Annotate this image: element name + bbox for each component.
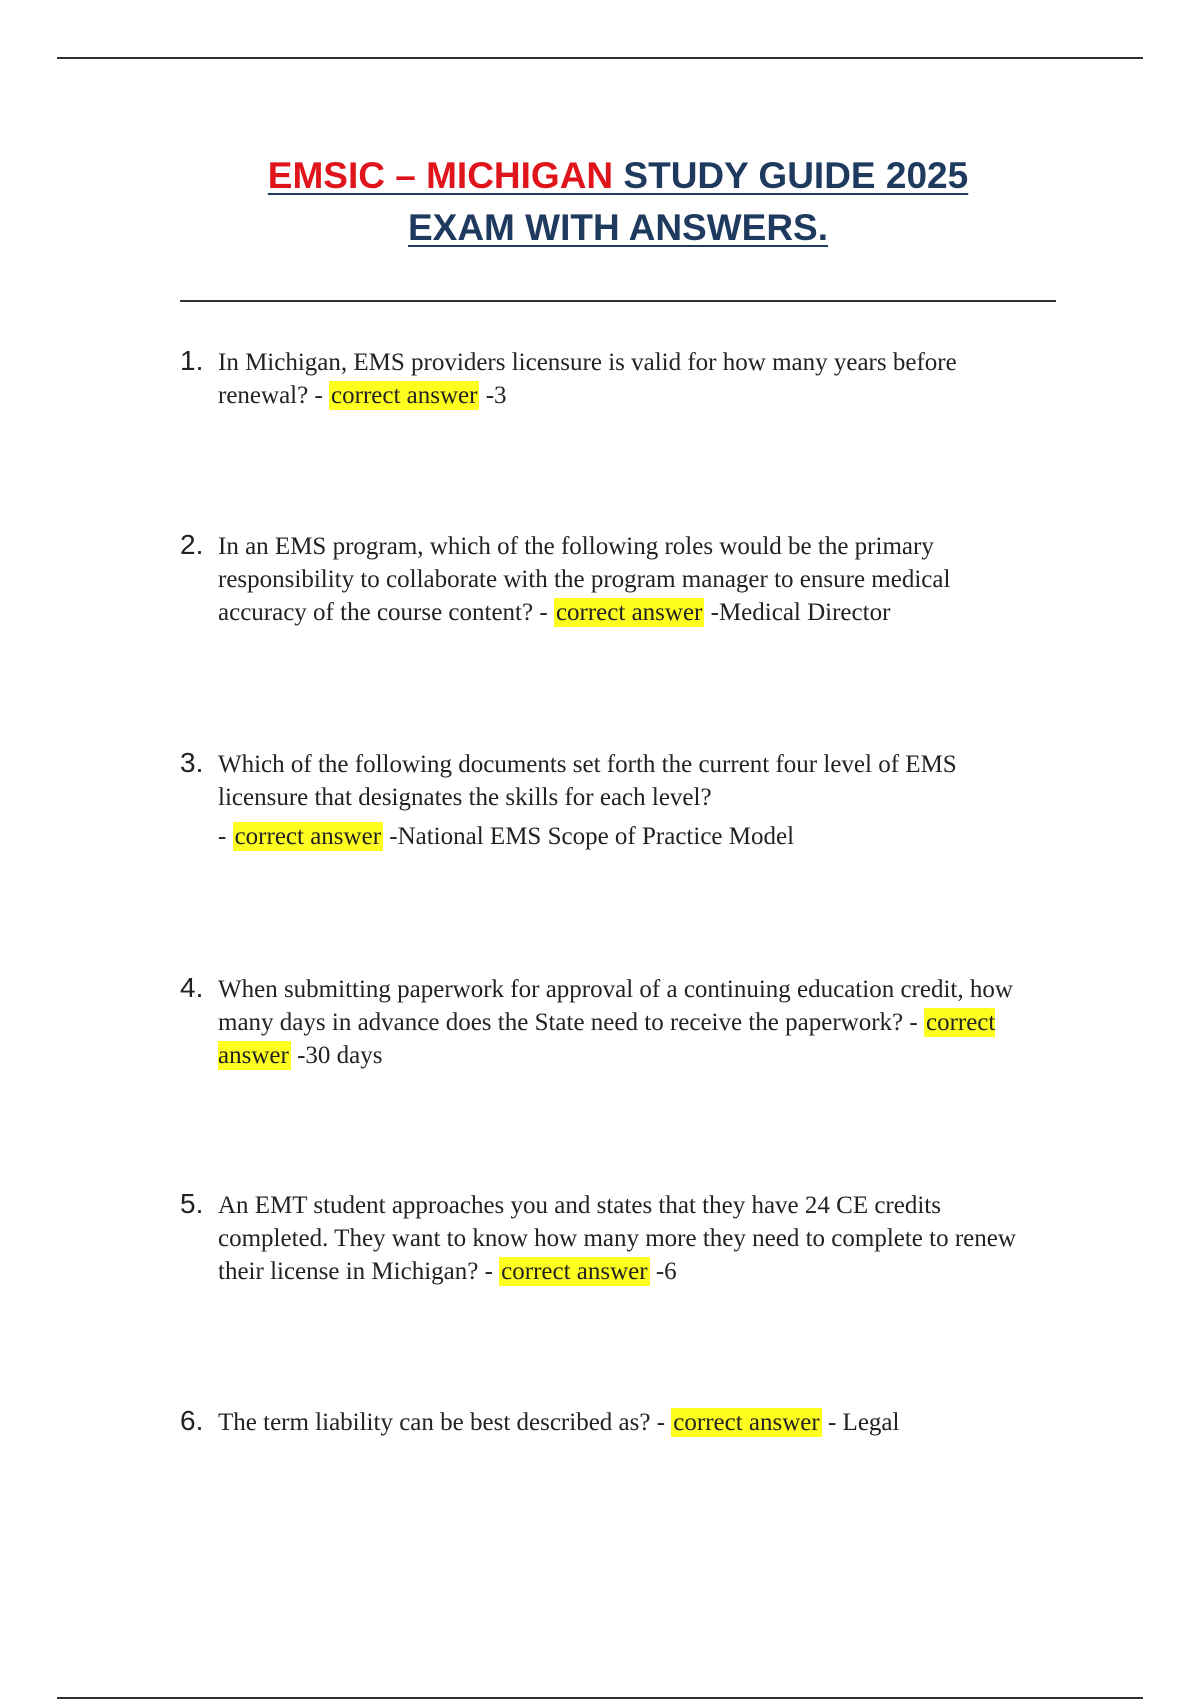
question-6 (180, 1406, 1040, 1439)
answer-highlight: correct answer (331, 382, 478, 409)
question-text: In an EMS program, which of the following roles would be the primary responsibility to collaborate with the program manager to ensure medical accuracy of the course content? - (218, 533, 951, 626)
title-line-1 (268, 150, 968, 202)
answer-highlight: correct answer (501, 1258, 648, 1285)
question-body (218, 973, 1040, 1072)
answer-highlight: correct answer (673, 1409, 820, 1436)
bottom-rule (57, 1697, 1143, 1699)
question-2 (180, 530, 1040, 629)
question-number: 4. (180, 972, 204, 1003)
title-red-text: EMSIC – MICHIGAN (267, 155, 614, 196)
document-title (0, 150, 1200, 254)
answer-text: -3 (479, 382, 507, 409)
answer-highlight: correct answer (218, 1009, 996, 1069)
title-divider (180, 300, 1056, 302)
question-1 (180, 346, 1040, 412)
question-body (218, 1189, 1040, 1288)
question-3 (180, 748, 1040, 853)
title-line-2: EXAM WITH ANSWERS. (407, 207, 828, 248)
question-body (218, 346, 1040, 412)
question-number: 2. (180, 529, 204, 560)
question-text: The term liability can be best described as? - (218, 1409, 672, 1436)
question-5 (180, 1189, 1040, 1288)
answer-highlight: correct answer (555, 599, 703, 626)
answer-text: -30 days (290, 1042, 383, 1069)
question-text: In Michigan, EMS providers licensure is valid for how many years before renewal? - (218, 349, 957, 409)
question-text: An EMT student approaches you and states that they have 24 CE credits completed. They want to know how many more they need to complete to renew their license in Michigan? - (218, 1192, 1016, 1285)
answer-text: -National EMS Scope of Practice Model (383, 823, 795, 850)
answer-line (218, 820, 1040, 853)
answer-text: -6 (649, 1258, 677, 1285)
question-number: 5. (180, 1188, 204, 1219)
question-number: 1. (180, 345, 204, 376)
answer-text: -Medical Director (704, 599, 891, 626)
answer-prefix: - (218, 823, 233, 850)
question-4 (180, 973, 1040, 1072)
question-body (218, 530, 1040, 629)
question-number: 6. (180, 1405, 204, 1436)
question-text: When submitting paperwork for approval of a continuing education credit, how many days in advance does the State need to receive the paperwork? - (218, 976, 1013, 1036)
question-text: Which of the following documents set forth the current four level of EMS licensure that designates the skills for each level? (218, 751, 957, 811)
question-body (218, 1406, 1040, 1439)
answer-text: - Legal (821, 1409, 900, 1436)
question-number: 3. (180, 747, 204, 778)
question-body (218, 748, 1040, 853)
answer-highlight: correct answer (234, 823, 382, 850)
top-rule (57, 57, 1143, 59)
title-blue-text: STUDY GUIDE 2025 (613, 155, 969, 196)
